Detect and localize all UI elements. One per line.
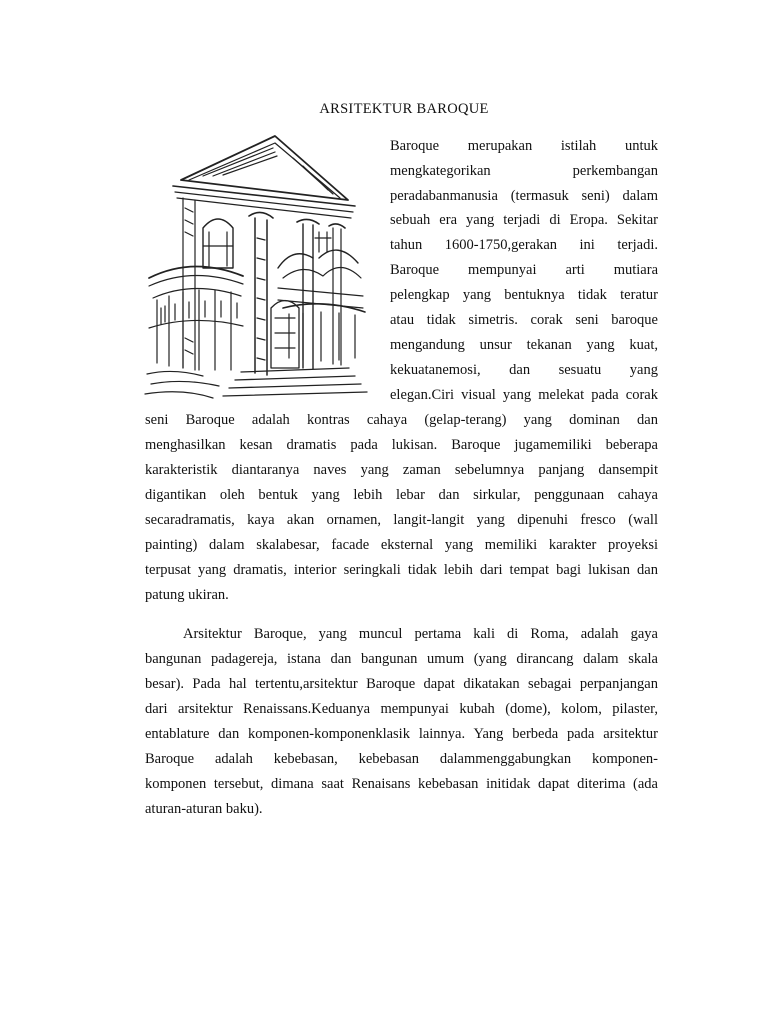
text-line: komponen tersebut, dimana saat Renaisans kebebasan initidak dapat diterima (ada (145, 776, 658, 792)
text-line: menghasilkan kesan dramatis pada lukisan. Baroque jugamemiliki beberapa (145, 437, 658, 453)
text-line: Baroque mempunyai arti mutiara (390, 262, 658, 278)
text-line: sebuah era yang terjadi di Eropa. Sekitar (390, 212, 658, 228)
text-line: bangunan padagereja, istana dan bangunan umum (yang dirancang dalam skala (145, 651, 658, 667)
text-line: peradabanmanusia (termasuk seni) dalam (390, 188, 658, 204)
text-line: secaradramatis, kaya akan ornamen, langit-langit yang dipenuhi fresco (wall (145, 512, 658, 528)
text-line: dari arsitektur Renaissans.Keduanya mempunyai kubah (dome), kolom, pilaster, (145, 701, 658, 717)
text-line: pelengkap yang bentuknya tidak teratur (390, 287, 658, 303)
text-line: mengandung unsur tekanan yang kuat, (390, 337, 658, 353)
text-line: painting) dalam skalabesar, facade eksternal yang memiliki karakter proyeksi (145, 537, 658, 553)
text-line: tahun 1600-1750,gerakan ini terjadi. (390, 237, 658, 253)
text-line: atau tidak simetris. corak seni baroque (390, 312, 658, 328)
text-line: digantikan oleh bentuk yang lebih lebar dan sirkular, penggunaan cahaya (145, 487, 658, 503)
page-title: ARSITEKTUR BAROQUE (319, 101, 489, 117)
text-line: Arsitektur Baroque, yang muncul pertama kali di Roma, adalah gaya (183, 626, 658, 642)
text-line: mengkategorikan perkembangan (390, 163, 658, 179)
text-line: kekuatanemosi, dan sesuatu yang (390, 362, 658, 378)
text-line: Baroque merupakan istilah untuk (390, 138, 658, 154)
text-line: patung ukiran. (145, 587, 229, 603)
text-line: aturan-aturan baku). (145, 801, 263, 817)
baroque-building-illustration (143, 128, 373, 406)
text-line: terpusat yang dramatis, interior seringkali tidak lebih dari tempat bagi lukisan dan (145, 562, 658, 578)
text-line: seni Baroque adalah kontras cahaya (gelap-terang) yang dominan dan (145, 412, 658, 428)
text-line: Baroque adalah kebebasan, kebebasan dalammenggabungkan komponen- (145, 751, 658, 767)
text-line: karakteristik diantaranya naves yang zaman sebelumnya panjang dansempit (145, 462, 658, 478)
text-line: entablature dan komponen-komponenklasik lainnya. Yang berbeda pada arsitektur (145, 726, 658, 742)
text-line: besar). Pada hal tertentu,arsitektur Baroque dapat dikatakan sebagai perpanjangan (145, 676, 658, 692)
text-line: elegan.Ciri visual yang melekat pada corak (390, 387, 658, 403)
